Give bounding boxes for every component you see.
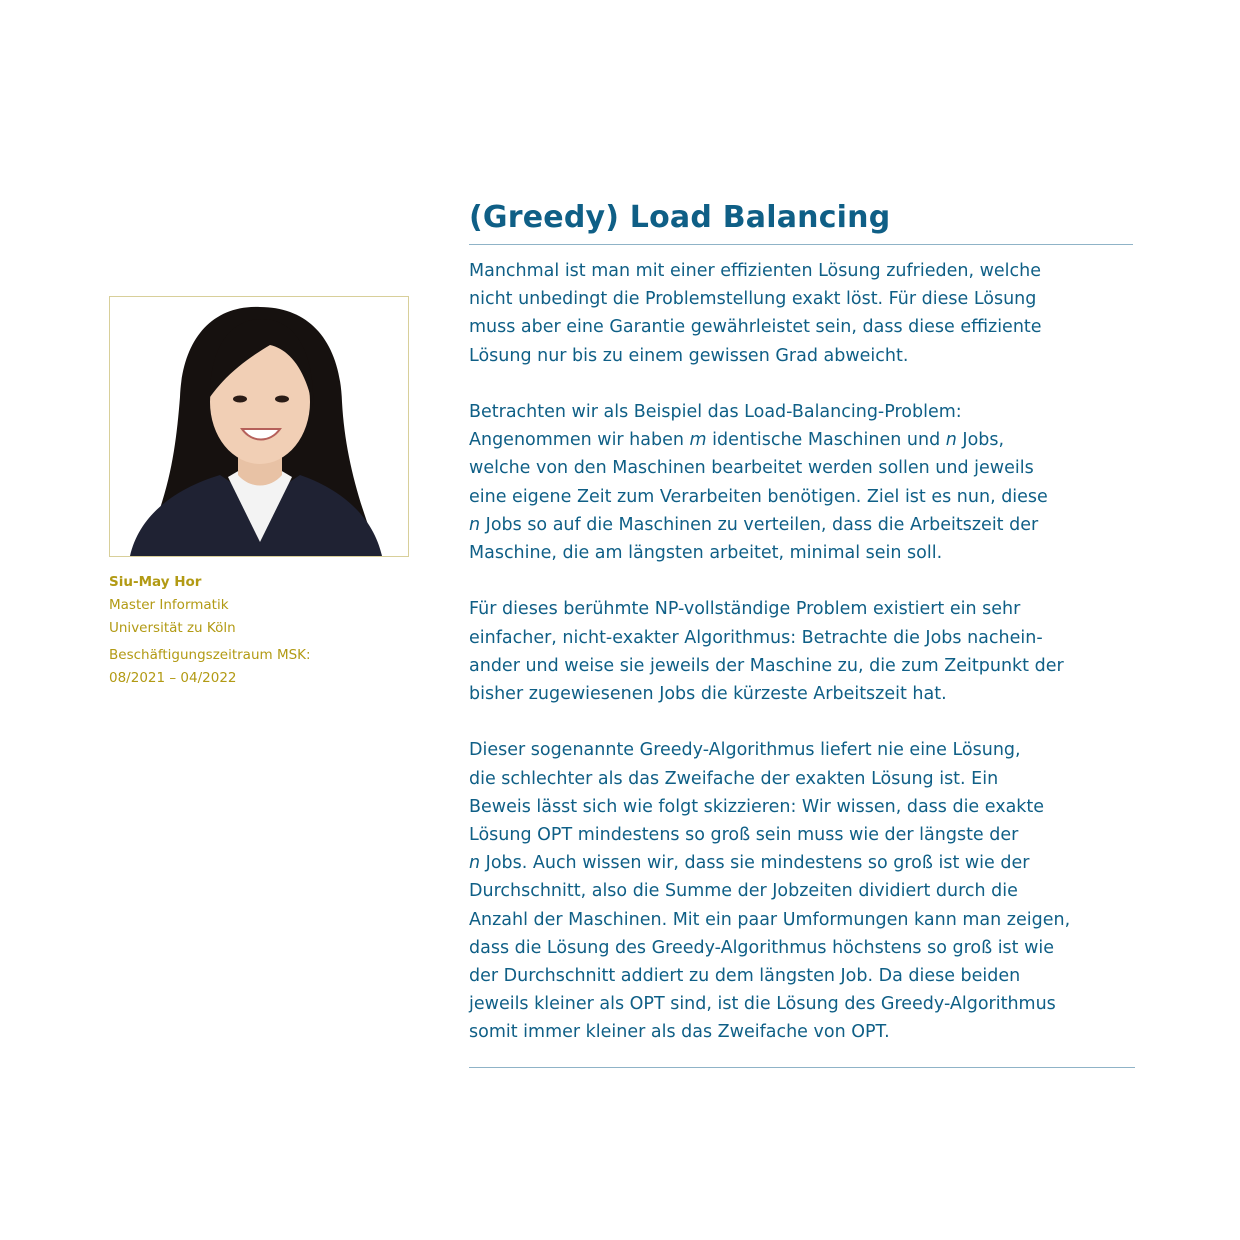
paragraph-3-line: einfacher, nicht-exakter Algorithmus: Betrachte die Jobs nachein- bbox=[469, 627, 1043, 648]
variable-n: n bbox=[469, 514, 481, 535]
paragraph-4-line: Lösung OPT mindestens so groß sein muss wie der längste der bbox=[469, 825, 1019, 846]
paragraph-1-line: muss aber eine Garantie gewährleistet sein, dass diese effiziente bbox=[469, 317, 1042, 338]
paragraph-2-line: Angenommen wir haben m identische Maschinen und n Jobs, bbox=[469, 430, 1005, 451]
paragraph-2-line: n Jobs so auf die Maschinen zu verteilen, dass die Arbeitszeit der bbox=[469, 514, 1039, 535]
profile-name: Siu-May Hor bbox=[109, 574, 202, 590]
profile-degree: Master Informatik bbox=[109, 597, 229, 613]
variable-n: n bbox=[469, 853, 481, 874]
paragraph-3-line: Für dieses berühmte NP-vollständige Problem existiert ein sehr bbox=[469, 599, 1021, 620]
article-title: (Greedy) Load Balancing bbox=[469, 200, 891, 235]
paragraph-1-line: Manchmal ist man mit einer effizienten Lösung zufrieden, welche bbox=[469, 261, 1041, 281]
paragraph-2-line: welche von den Maschinen bearbeitet werden sollen und jeweils bbox=[469, 458, 1034, 479]
article-body bbox=[469, 257, 1135, 1047]
paragraph-4-line: Anzahl der Maschinen. Mit ein paar Umformungen kann man zeigen, bbox=[469, 909, 1071, 930]
article bbox=[469, 196, 1135, 1068]
variable-m: m bbox=[689, 430, 707, 451]
profile-university: Universität zu Köln bbox=[109, 620, 236, 636]
portrait-photo bbox=[109, 296, 409, 557]
portrait-illustration bbox=[110, 297, 408, 556]
paragraph-1-line: Lösung nur bis zu einem gewissen Grad abweicht. bbox=[469, 345, 909, 366]
profile-employment-period: 08/2021 – 04/2022 bbox=[109, 670, 237, 686]
profile-caption bbox=[109, 571, 409, 690]
paragraph-4-line: die schlechter als das Zweifache der exakten Lösung ist. Ein bbox=[469, 768, 999, 789]
variable-n: n bbox=[945, 430, 957, 451]
paragraph-2-line: Betrachten wir als Beispiel das Load-Balancing-Problem: bbox=[469, 402, 962, 422]
bottom-divider bbox=[469, 1067, 1135, 1068]
paragraph-4-line: somit immer kleiner als das Zweifache von OPT. bbox=[469, 1022, 890, 1043]
paragraph-4-line: Beweis lässt sich wie folgt skizzieren: Wir wissen, dass die exakte bbox=[469, 796, 1045, 817]
paragraph-4-line: Durchschnitt, also die Summe der Jobzeiten dividiert durch die bbox=[469, 881, 1018, 902]
paragraph-4-line: n Jobs. Auch wissen wir, dass sie mindestens so groß ist wie der bbox=[469, 853, 1030, 874]
title-divider bbox=[469, 244, 1133, 245]
paragraph-2-line: Maschine, die am längsten arbeitet, minimal sein soll. bbox=[469, 543, 943, 564]
paragraph-2-line: eine eigene Zeit zum Verarbeiten benötigen. Ziel ist es nun, diese bbox=[469, 486, 1048, 507]
paragraph-3-line: ander und weise sie jeweils der Maschine zu, die zum Zeitpunkt der bbox=[469, 655, 1064, 676]
paragraph-4-line: der Durchschnitt addiert zu dem längsten Job. Da diese beiden bbox=[469, 966, 1021, 987]
paragraph-1-line: nicht unbedingt die Problemstellung exakt löst. Für diese Lösung bbox=[469, 289, 1037, 310]
paragraph-3-line: bisher zugewiesenen Jobs die kürzeste Arbeitszeit hat. bbox=[469, 684, 947, 705]
profile-employment-label: Beschäftigungszeitraum MSK: bbox=[109, 647, 311, 663]
paragraph-4-line: dass die Lösung des Greedy-Algorithmus höchstens so groß ist wie bbox=[469, 937, 1055, 958]
paragraph-4-line: Dieser sogenannte Greedy-Algorithmus liefert nie eine Lösung, bbox=[469, 740, 1021, 761]
paragraph-4-line: jeweils kleiner als OPT sind, ist die Lösung des Greedy-Algorithmus bbox=[469, 994, 1056, 1015]
